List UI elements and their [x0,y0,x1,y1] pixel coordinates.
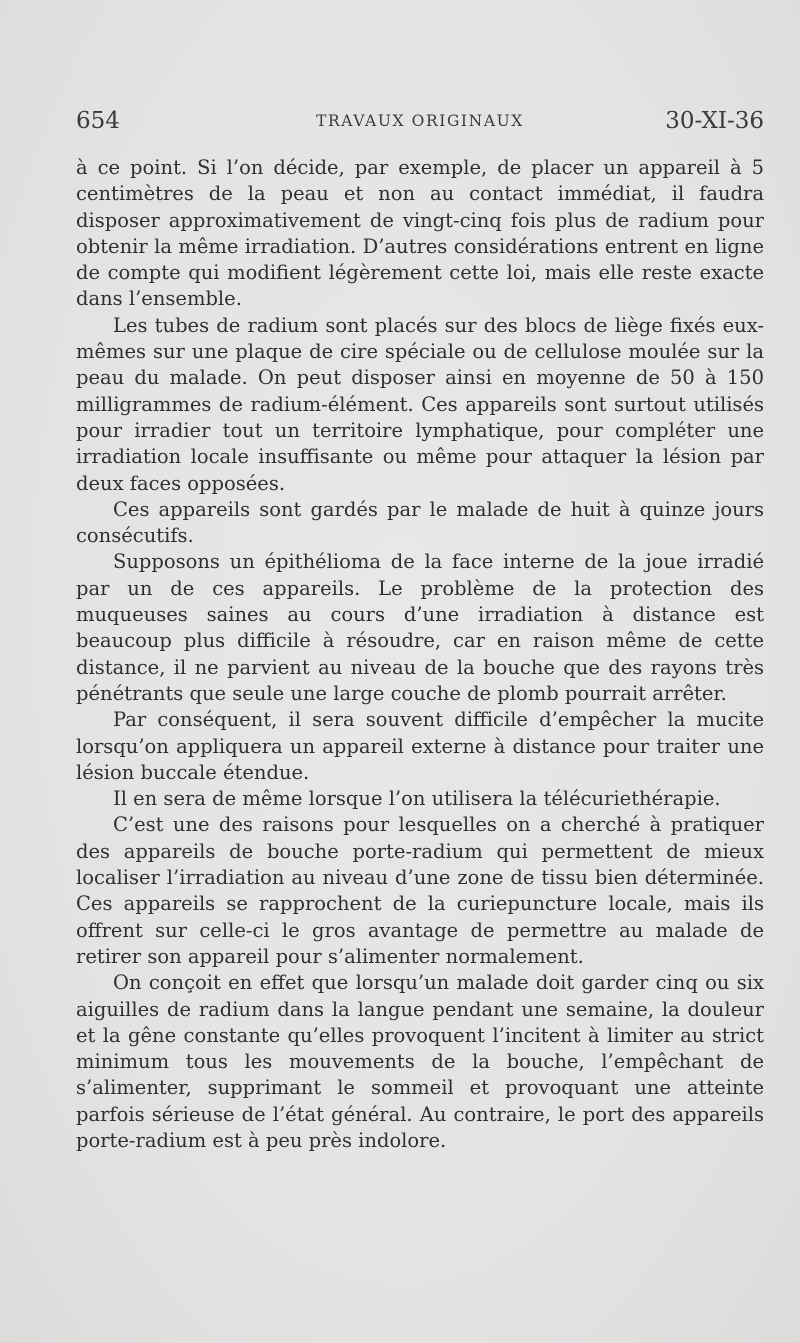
paragraph: Les tubes de radium sont placés sur des blocs de liège fixés eux-mêmes sur une plaque de cire spéciale ou de cellulose moulée sur la peau du malade. On peut disposer ainsi en moyenne de 50 à 150 milligrammes de radium-élément. Ces appareils sont surtout utilisés pour irradier tout un territoire lymphatique, pour compléter une irradiation locale insuffisante ou même pour attaquer la lésion par deux faces opposées. [76,313,764,495]
paragraph: On conçoit en effet que lorsqu’un malade doit garder cinq ou six aiguilles de radium dans la langue pendant une semaine, la douleur et la gêne constante qu’elles provoquent l’incitent à limiter au strict minimum tous les mouvements de la bouche, l’empêchant de s’alimenter, supprimant le sommeil et provoquant une atteinte parfois sérieuse de l’état général. Au contraire, le port des appareils porte-radium est à peu près indolore. [76,971,764,1152]
page-number: 654 [76,108,120,134]
paragraph: Il en sera de même lorsque l’on utilisera la télécuriethérapie. [113,787,721,811]
issue-date: 30-XI-36 [665,108,764,134]
running-title: TRAVAUX ORIGINAUX [316,112,524,130]
paragraph: Ces appareils sont gardés par le malade de huit à quinze jours consécutifs. [76,497,764,548]
body-text [76,155,764,1154]
paragraph: Par conséquent, il sera souvent difficile d’empêcher la mucite lorsqu’on appliquera un appareil externe à distance pour traiter une lésion buccale étendue. [76,708,764,784]
paragraph: C’est une des raisons pour lesquelles on a cherché à pratiquer des appareils de bouche porte-radium qui permettent de mieux localiser l’irradiation au niveau d’une zone de tissu bien déterminée. Ces appareils se rapprochent de la curiepuncture locale, mais ils offrent sur celle-ci le gros avantage de permettre au malade de retirer son appareil pour s’alimenter normalement. [76,813,764,968]
running-header [76,108,764,144]
paragraph: Supposons un épithélioma de la face interne de la joue irradié par un de ces appareils. Le problème de la protection des muqueuses saines au cours d’une irradiation à distance est beaucoup plus difficile à résoudre, car en raison même de cette distance, il ne parvient au niveau de la bouche que des rayons très pénétrants que seule une large couche de plomb pourrait arrêter. [76,550,764,705]
paragraph-continuation: à ce point. Si l’on décide, par exemple, de placer un appareil à 5 centimètres de la peau et non au contact immédiat, il faudra disposer approximativement de vingt-cinq fois plus de radium pour obtenir la même irradiation. D’autres considérations entrent en ligne de compte qui modifient légèrement cette loi, mais elle reste exacte dans l’ensemble. [76,156,764,311]
